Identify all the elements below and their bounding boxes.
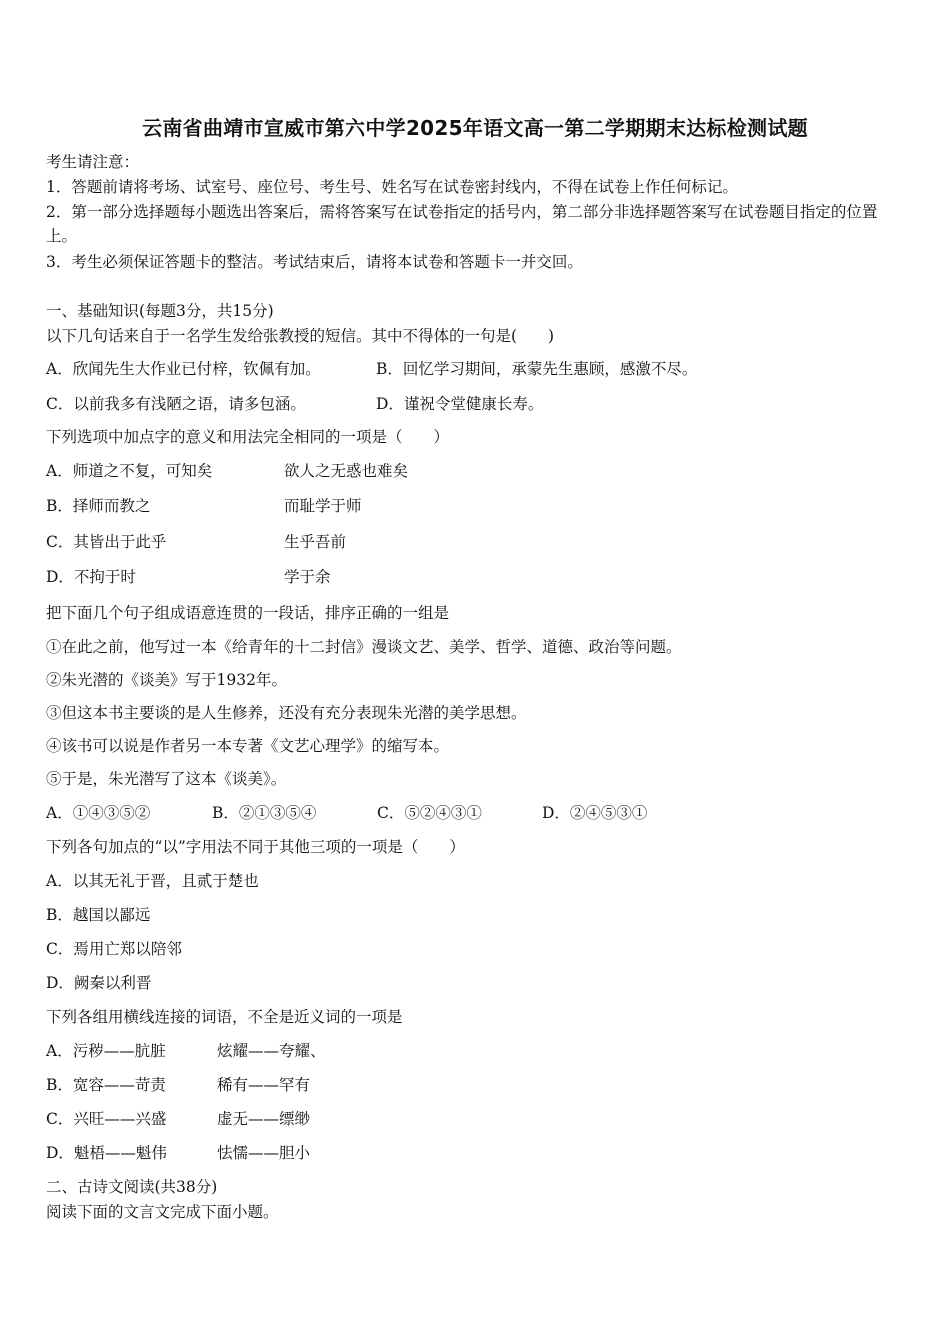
q4-option-d: D．阙秦以利晋	[46, 974, 152, 992]
q3-sentence-3: ③但这本书主要谈的是人生修养，还没有充分表现朱光潜的美学思想。	[46, 704, 527, 722]
q5-option-c-left: C．兴旺——兴盛	[46, 1110, 167, 1128]
q3-sentence-4: ④该书可以说是作者另一本专著《文艺心理学》的缩写本。	[46, 737, 450, 755]
section2-intro: 阅读下面的文言文完成下面小题。	[46, 1203, 279, 1221]
q3-option-c: C．⑤②④③①	[377, 804, 482, 822]
q1-option-c: C．以前我多有浅陋之语，请多包涵。	[46, 395, 306, 413]
q4-option-c: C．焉用亡郑以陪邻	[46, 940, 182, 958]
section2-heading: 二、古诗文阅读(共38分)	[46, 1178, 218, 1196]
q3-option-d: D．②④⑤③①	[542, 804, 648, 822]
q4-stem: 下列各句加点的“以”字用法不同于其他三项的一项是（ ）	[46, 838, 465, 856]
q1-option-d: D．谨祝令堂健康长寿。	[376, 395, 544, 413]
q2-option-b-right: 而耻学于师	[284, 497, 362, 515]
q5-option-c-right: 虚无——缥缈	[217, 1110, 311, 1128]
q4-option-a: A．以其无礼于晋，且贰于楚也	[46, 872, 259, 890]
q2-option-a-right: 欲人之无惑也难矣	[284, 462, 409, 480]
q1-option-b: B．回忆学习期间，承蒙先生惠顾，感激不尽。	[376, 360, 698, 378]
q5-stem: 下列各组用横线连接的词语，不全是近义词的一项是	[46, 1008, 403, 1026]
section1-heading: 一、基础知识(每题3分，共15分)	[46, 302, 274, 320]
page-title: 云南省曲靖市宣威市第六中学2025年语文高一第二学期期末达标检测试题	[142, 116, 808, 140]
q1-option-a: A．欣闻先生大作业已付梓，钦佩有加。	[46, 360, 321, 378]
q3-sentence-1: ①在此之前，他写过一本《给青年的十二封信》漫谈文艺、美学、哲学、道德、政治等问题。	[46, 638, 682, 656]
q2-option-d-left: D．不拘于时	[46, 568, 136, 586]
q5-option-b-left: B．宽容——苛责	[46, 1076, 166, 1094]
q3-sentence-5: ⑤于是，朱光潜写了这本《谈美》。	[46, 770, 287, 788]
notice-heading: 考生请注意：	[46, 153, 140, 171]
q2-option-c-right: 生乎吾前	[284, 533, 347, 551]
q1-stem: 以下几句话来自于一名学生发给张教授的短信。其中不得体的一句是( )	[46, 327, 555, 345]
q5-option-a-left: A．污秽——肮脏	[46, 1042, 166, 1060]
q5-option-b-right: 稀有——罕有	[217, 1076, 311, 1094]
notice-item-1: 1．答题前请将考场、试室号、座位号、考生号、姓名写在试卷密封线内，不得在试卷上作任何标记。	[46, 178, 738, 196]
q2-option-c-left: C．其皆出于此乎	[46, 533, 167, 551]
q2-stem: 下列选项中加点字的意义和用法完全相同的一项是（ ）	[46, 428, 450, 446]
q2-option-a-left: A．师道之不复，可知矣	[46, 462, 213, 480]
q5-option-d-left: D．魁梧——魁伟	[46, 1144, 167, 1162]
q5-option-a-right: 炫耀——夸耀、	[217, 1042, 326, 1060]
notice-item-2: 2．第一部分选择题每小题选出答案后，需将答案写在试卷指定的括号内，第二部分非选择题答案写在试卷题目指定的位置上。	[46, 203, 878, 245]
notice-item-3: 3．考生必须保证答题卡的整洁。考试结束后，请将本试卷和答题卡一并交回。	[46, 253, 583, 271]
q3-option-a: A．①④③⑤②	[46, 804, 151, 822]
q3-stem: 把下面几个句子组成语意连贯的一段话，排序正确的一组是	[46, 604, 450, 622]
q4-option-b: B．越国以鄙远	[46, 906, 151, 924]
q2-option-b-left: B．择师而教之	[46, 497, 151, 515]
q3-option-b: B．②①③⑤④	[212, 804, 317, 822]
q2-option-d-right: 学于余	[284, 568, 331, 586]
q5-option-d-right: 怯懦——胆小	[217, 1144, 311, 1162]
q3-sentence-2: ②朱光潜的《谈美》写于1932年。	[46, 671, 287, 689]
